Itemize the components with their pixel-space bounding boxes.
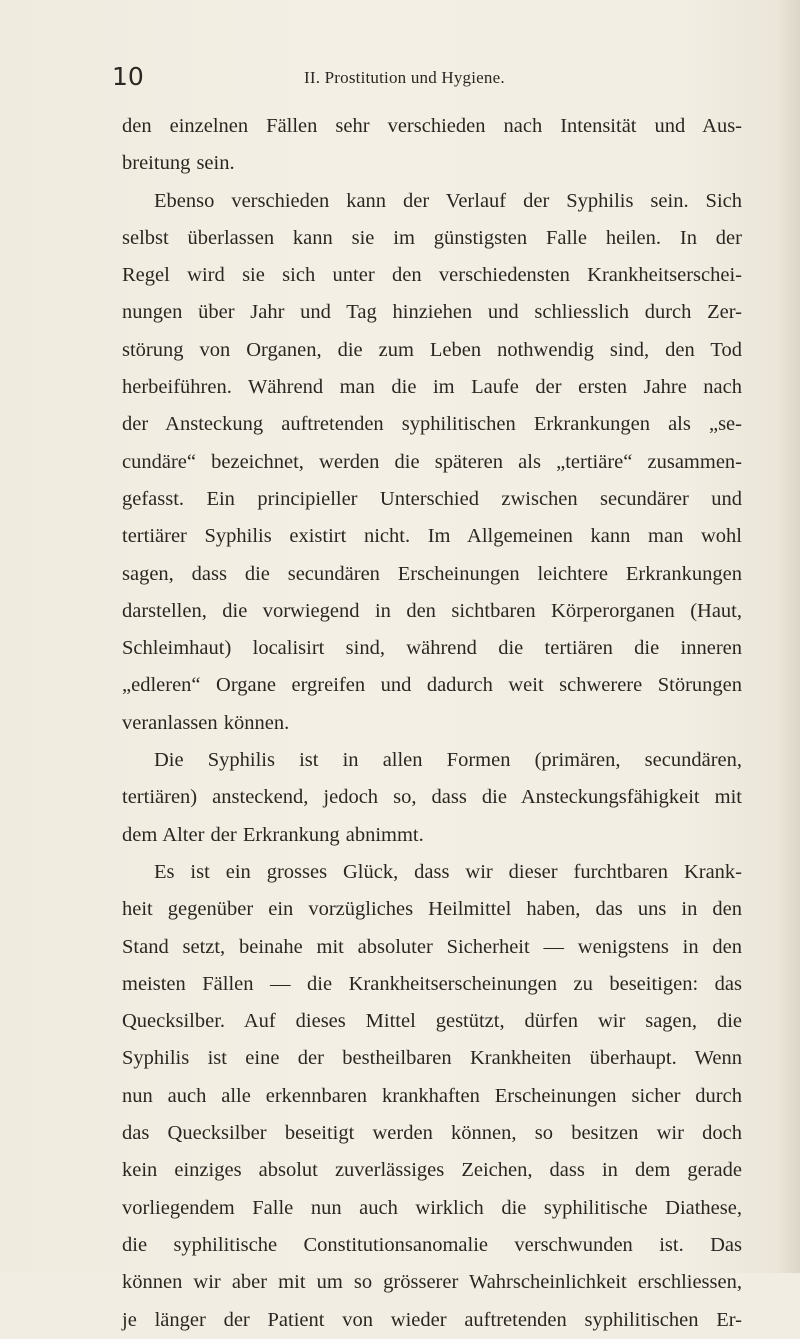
text-line: Stand setzt, beinahe mit absoluter Sicherheit — wenigstens in den: [122, 935, 742, 958]
text-line: tertiärer Syphilis existirt nicht. Im Allgemeinen kann man wohl: [122, 525, 742, 548]
text-line: veranlassen können.: [122, 711, 290, 734]
body-text: [122, 108, 742, 1339]
text-line: darstellen, die vorwiegend in den sichtbaren Körperorganen (Haut,: [122, 599, 742, 622]
text-line: breitung sein.: [122, 152, 235, 175]
text-line: Schleimhaut) localisirt sind, während die tertiären die inneren: [122, 637, 742, 660]
text-line: der Ansteckung auftretenden syphilitischen Erkrankungen als „se-: [122, 413, 742, 436]
page-number: 10: [112, 62, 144, 91]
text-line: Syphilis ist eine der bestheilbaren Krankheiten überhaupt. Wenn: [122, 1047, 742, 1070]
text-line: Regel wird sie sich unter den verschiedensten Krankheitserschei-: [122, 264, 742, 287]
text-line: den einzelnen Fällen sehr verschieden nach Intensität und Aus-: [122, 115, 742, 137]
text-line: heit gegenüber ein vorzügliches Heilmittel haben, das uns in den: [122, 898, 742, 921]
running-head: II. Prostitution und Hygiene.: [304, 68, 505, 87]
page-header: [112, 62, 752, 92]
text-line: dem Alter der Erkrankung abnimmt.: [122, 823, 424, 846]
text-line: nungen über Jahr und Tag hinziehen und schliesslich durch Zer-: [122, 301, 742, 324]
text-line: tertiären) ansteckend, jedoch so, dass die Ansteckungsfähigkeit mit: [122, 786, 742, 809]
text-line: cundäre“ bezeichnet, werden die späteren als „tertiäre“ zusammen-: [122, 450, 742, 473]
text-line: Ebenso verschieden kann der Verlauf der Syphilis sein. Sich: [154, 189, 742, 212]
page-edge-shadow: [778, 0, 800, 1273]
text-line: vorliegendem Falle nun auch wirklich die syphilitische Diathese,: [122, 1196, 742, 1219]
text-line: nun auch alle erkennbaren krankhaften Erscheinungen sicher durch: [122, 1084, 742, 1107]
text-line: das Quecksilber beseitigt werden können, so besitzen wir doch: [122, 1122, 742, 1145]
text-line: meisten Fällen — die Krankheitserscheinungen zu beseitigen: das: [122, 972, 742, 995]
text-line: Quecksilber. Auf dieses Mittel gestützt, dürfen wir sagen, die: [122, 1010, 742, 1033]
text-line: kein einziges absolut zuverlässiges Zeichen, dass in dem gerade: [122, 1159, 742, 1182]
text-line: „edleren“ Organe ergreifen und dadurch weit schwerere Störungen: [122, 674, 742, 697]
text-line: die syphilitische Constitutionsanomalie verschwunden ist. Das: [122, 1233, 742, 1256]
text-line: störung von Organen, die zum Leben nothwendig sind, den Tod: [122, 338, 742, 361]
text-line: je länger der Patient von wieder auftretenden syphilitischen Er-: [122, 1308, 742, 1331]
text-line: gefasst. Ein principieller Unterschied zwischen secundärer und: [122, 487, 742, 510]
text-line: können wir aber mit um so grösserer Wahrscheinlichkeit erschliessen,: [122, 1271, 742, 1294]
text-line: sagen, dass die secundären Erscheinungen leichtere Erkrankungen: [122, 562, 742, 585]
text-line: selbst überlassen kann sie im günstigsten Falle heilen. In der: [122, 226, 742, 249]
text-line: Die Syphilis ist in allen Formen (primären, secundären,: [154, 749, 742, 772]
text-line: Es ist ein grosses Glück, dass wir dieser furchtbaren Krank-: [154, 860, 742, 883]
text-line: herbeiführen. Während man die im Laufe der ersten Jahre nach: [122, 376, 742, 399]
